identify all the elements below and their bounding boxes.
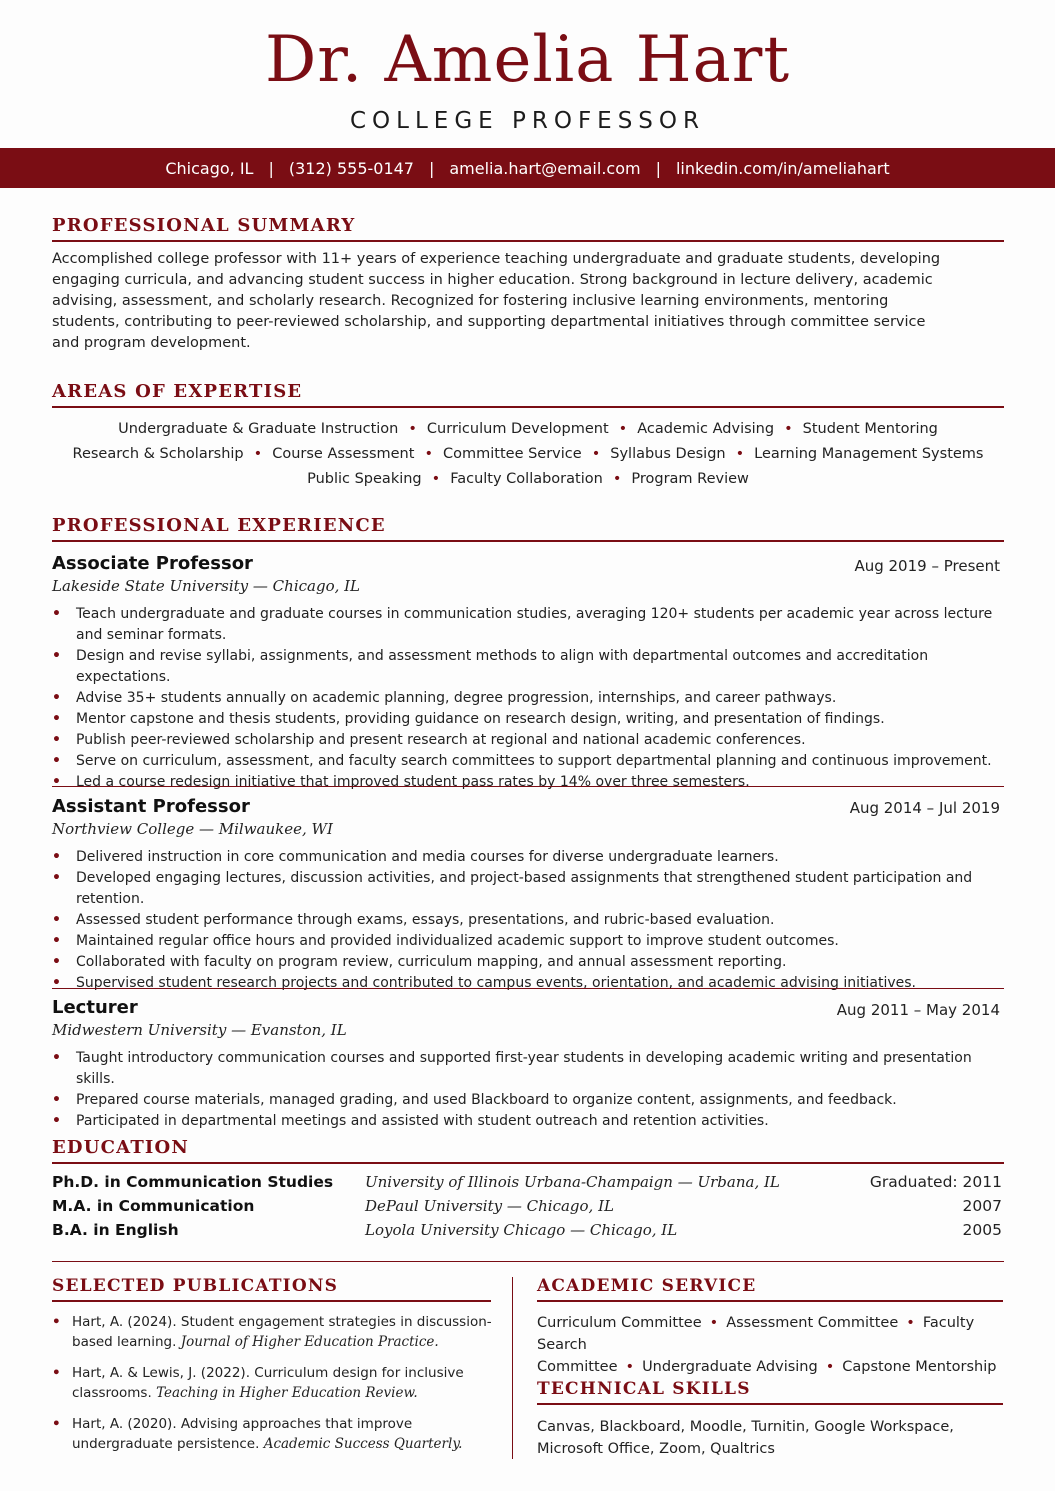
education-row — [52, 1221, 1002, 1245]
expertise-item: Public Speaking — [307, 471, 422, 487]
list-item: • Supervised student research projects and contributed to campus events, orientation, and academic advising initiatives. — [52, 973, 1004, 994]
list-item: • Collaborated with faculty on program review, curriculum mapping, and annual assessment reporting. — [52, 952, 1004, 973]
contact-email[interactable]: amelia.hart@email.com — [449, 158, 641, 178]
bullet-icon: • — [591, 446, 601, 462]
job-bullets — [52, 604, 1004, 793]
list-item: Undergraduate Advising — [642, 1359, 818, 1375]
bullet-icon: • — [424, 446, 433, 462]
list-item — [52, 1363, 492, 1403]
education-year: 2007 — [962, 1197, 1002, 1215]
publication-citation: Hart, A. (2024). Student engagement strategies in discussion-based learning. — [72, 1314, 492, 1350]
job-title: Assistant Professor — [52, 796, 250, 817]
publication-journal: Teaching in Higher Education Review. — [156, 1385, 418, 1401]
contact-separator: | — [655, 158, 661, 178]
section-title-experience: PROFESSIONAL EXPERIENCE — [52, 515, 1004, 542]
job-role: COLLEGE PROFESSOR — [350, 108, 705, 134]
contact-linkedin[interactable]: linkedin.com/in/ameliahart — [675, 158, 890, 178]
bullet-icon: • — [612, 471, 622, 487]
expertise-item: Program Review — [631, 471, 749, 487]
expertise-item: Student Mentoring — [802, 421, 938, 437]
expertise-item: Learning Management Systems — [754, 446, 984, 462]
education-school: University of Illinois Urbana-Champaign — Urbana, IL — [365, 1173, 780, 1191]
section-title-service: ACADEMIC SERVICE — [537, 1276, 1003, 1302]
divider — [52, 786, 1004, 787]
publication-journal: Academic Success Quarterly. — [263, 1436, 463, 1452]
contact-bar — [0, 148, 1055, 188]
publication-citation: Hart, A. (2020). Advising approaches that improve undergraduate persistence. — [72, 1416, 413, 1452]
publication-journal: Journal of Higher Education Practice. — [180, 1334, 439, 1350]
job-title: Lecturer — [52, 997, 138, 1018]
job-bullets — [52, 847, 1004, 994]
list-item: • Mentor capstone and thesis students, providing guidance on research design, writing, and presentation of findings. — [52, 709, 1004, 730]
list-item — [52, 1414, 492, 1454]
education-degree: Ph.D. in Communication Studies — [52, 1173, 334, 1191]
section-title-summary: PROFESSIONAL SUMMARY — [52, 215, 1004, 242]
education-degree: M.A. in Communication — [52, 1197, 255, 1215]
expertise-item: Syllabus Design — [610, 446, 726, 462]
list-item: • Teach undergraduate and graduate courses in communication studies, averaging 120+ students per academic year across lecture and seminar formats. — [52, 604, 1004, 646]
expertise-item: Academic Advising — [637, 421, 775, 437]
education-year: 2005 — [962, 1221, 1002, 1239]
contact-location: Chicago, IL — [165, 158, 254, 178]
contact-separator: | — [428, 158, 435, 178]
job-organization: Midwestern University — Evanston, IL — [52, 1021, 347, 1039]
education-degree: B.A. in English — [52, 1221, 179, 1239]
section-title-education: EDUCATION — [52, 1137, 1004, 1164]
divider — [52, 988, 1004, 989]
list-item: • Maintained regular office hours and provided individualized academic support to improve student outcomes. — [52, 931, 1004, 952]
bullet-icon: • — [408, 421, 417, 437]
divider — [52, 1261, 1004, 1262]
bullet-icon: • — [825, 1359, 835, 1375]
list-item: Curriculum Committee — [537, 1315, 702, 1331]
job-organization: Northview College — Milwaukee, WI — [52, 820, 333, 838]
bullet-icon: • — [431, 471, 441, 487]
contact-separator: | — [268, 158, 274, 178]
bullet-icon: • — [253, 446, 263, 462]
expertise-item: Research & Scholarship — [72, 446, 244, 462]
service-line — [537, 1312, 1007, 1356]
bullet-icon: • — [906, 1315, 915, 1331]
bullet-icon: • — [735, 446, 745, 462]
expertise-row — [52, 467, 1004, 492]
technical-skills-text: Canvas, Blackboard, Moodle, Turnitin, Google Workspace, Microsoft Office, Zoom, Qualtrics — [537, 1419, 954, 1457]
expertise-item: Committee Service — [443, 446, 582, 462]
list-item: • Serve on curriculum, assessment, and faculty search committees to support departmental planning and continuous improvement. — [52, 751, 1004, 772]
bullet-icon: • — [784, 421, 793, 437]
expertise-list — [52, 417, 1004, 492]
job-dates: Aug 2019 – Present — [854, 557, 1000, 575]
job-dates: Aug 2014 – Jul 2019 — [849, 799, 1000, 817]
expertise-item: Curriculum Development — [426, 421, 609, 437]
list-item — [52, 1312, 492, 1352]
bullet-icon: • — [618, 421, 628, 437]
list-item: • Prepared course materials, managed grading, and used Blackboard to organize content, assignments, and feedback. — [52, 1090, 1004, 1111]
expertise-row — [52, 442, 1004, 467]
list-item: • Taught introductory communication courses and supported first-year students in developing academic writing and presentation skills. — [52, 1048, 1004, 1090]
expertise-item: Undergraduate & Graduate Instruction — [118, 421, 399, 437]
job-dates: Aug 2011 – May 2014 — [836, 1001, 1000, 1019]
list-item: Assessment Committee — [726, 1315, 899, 1331]
expertise-row — [52, 417, 1004, 442]
service-line — [537, 1356, 1007, 1378]
list-item: • Delivered instruction in core communication and media courses for diverse undergraduate learners. — [52, 847, 1004, 868]
job-organization: Lakeside State University — Chicago, IL — [52, 577, 361, 595]
publications-list — [52, 1312, 492, 1465]
education-row — [52, 1197, 1002, 1221]
education-school: Loyola University Chicago — Chicago, IL — [365, 1221, 678, 1239]
section-title-expertise: AREAS OF EXPERTISE — [52, 381, 1004, 408]
list-item: • Developed engaging lectures, discussion activities, and project-based assignments that strengthened student participation and retention. — [52, 868, 1004, 910]
job-bullets — [52, 1048, 1004, 1132]
education-year: Graduated: 2011 — [869, 1173, 1002, 1191]
list-item: Capstone Mentorship — [842, 1359, 997, 1375]
summary-text: Accomplished college professor with 11+ years of experience teaching undergraduate and graduate students, developing engaging curricula, and advancing student success in higher education. Strong background in lecture delivery, academic advising, assessment, and scholarly research. Recognized for fostering inclusive learning environments, mentoring students, contributing to peer-reviewed scholarship, and supporting departmental initiatives through committee service and program development. — [52, 251, 941, 351]
list-item: Committee — [537, 1359, 618, 1375]
column-divider — [512, 1277, 513, 1459]
list-item: • Led a course redesign initiative that improved student pass rates by 14% over three semesters. — [52, 772, 1004, 793]
job-title: Associate Professor — [52, 553, 253, 574]
list-item: • Advise 35+ students annually on academic planning, degree progression, internships, and career pathways. — [52, 688, 1004, 709]
publication-citation: Hart, A. & Lewis, J. (2022). Curriculum design for inclusive classrooms. — [72, 1365, 464, 1401]
list-item: • Assessed student performance through exams, essays, presentations, and rubric-based evaluation. — [52, 910, 1004, 931]
list-item: • Participated in departmental meetings and assisted with student outreach and retention activities. — [52, 1111, 1004, 1132]
list-item: • Publish peer-reviewed scholarship and present research at regional and national academic conferences. — [52, 730, 1004, 751]
list-item: • Design and revise syllabi, assignments, and assessment methods to align with departmental outcomes and accreditation expectations. — [52, 646, 1004, 688]
expertise-item: Course Assessment — [272, 446, 415, 462]
list-item: Faculty Search — [537, 1315, 975, 1353]
contact-phone[interactable]: (312) 555-0147 — [288, 158, 414, 178]
education-row — [52, 1173, 1002, 1197]
section-title-publications: SELECTED PUBLICATIONS — [52, 1276, 491, 1302]
section-title-technical: TECHNICAL SKILLS — [537, 1379, 1003, 1405]
service-list — [537, 1312, 1007, 1378]
education-school: DePaul University — Chicago, IL — [365, 1197, 614, 1215]
candidate-name: Dr. Amelia Hart — [264, 23, 791, 97]
expertise-item: Faculty Collaboration — [450, 471, 603, 487]
bullet-icon: • — [625, 1359, 635, 1375]
bullet-icon: • — [709, 1315, 719, 1331]
